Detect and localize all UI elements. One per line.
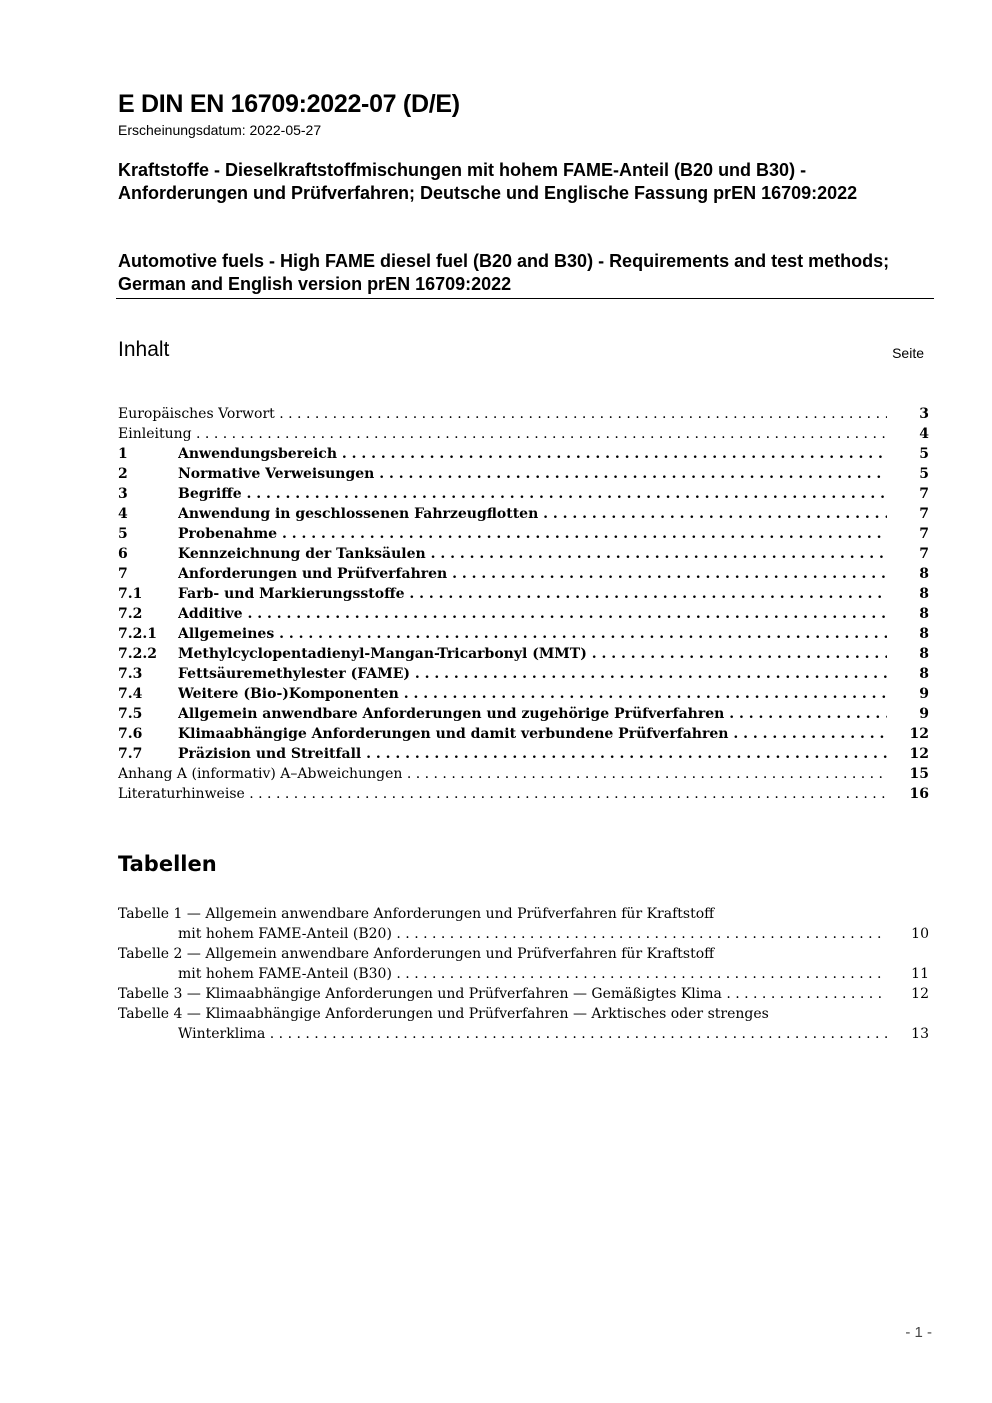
table-entry-page: 10 (911, 926, 929, 942)
table-entry[interactable] (118, 904, 929, 944)
toc-entry[interactable] (118, 784, 929, 804)
toc-entry[interactable] (118, 684, 929, 704)
table-entry-continuation (118, 1024, 929, 1044)
toc-entry[interactable] (118, 604, 929, 624)
toc-entry[interactable] (118, 744, 929, 764)
toc-entry[interactable] (118, 664, 929, 684)
toc-entry-number: 2 (118, 466, 128, 482)
toc-entry-page: 7 (919, 546, 929, 562)
toc-entry-title: Einleitung . . . (118, 424, 887, 444)
toc-entry-page: 7 (919, 486, 929, 502)
table-entry-title: Tabelle 2 — Allgemein anwendbare Anforderungen und Prüfverfahren für Kraftstoff (118, 946, 715, 962)
toc-entry-title: Probenahme . . . (178, 524, 887, 544)
toc-entry-page: 8 (919, 566, 929, 582)
document-id: E DIN EN 16709:2022-07 (D/E) (118, 90, 460, 118)
table-entry-continuation (118, 964, 929, 984)
toc-entry-title: Farb- und Markierungsstoffe . . . (178, 584, 887, 604)
toc-entry[interactable] (118, 624, 929, 644)
toc-entry-page: 7 (919, 506, 929, 522)
toc-entry-page: 12 (909, 746, 929, 762)
title-divider (116, 298, 934, 299)
toc-entry-page: 7 (919, 526, 929, 542)
toc-entry-title: Europäisches Vorwort . . . (118, 404, 887, 424)
toc-entry-number: 7.3 (118, 666, 143, 682)
toc-entry[interactable] (118, 444, 929, 464)
toc-entry-title: Anwendungsbereich . . . (178, 444, 887, 464)
toc-entry-number: 4 (118, 506, 128, 522)
toc-entry-title: Begriffe . . . (178, 484, 887, 504)
table-entry-title-cont: Winterklima . . . (178, 1024, 887, 1044)
toc-entry[interactable] (118, 544, 929, 564)
toc-entry-title: Klimaabhängige Anforderungen und damit verbundene Prüfverfahren . . . (178, 724, 887, 744)
toc-entry-page: 12 (909, 726, 929, 742)
toc-entry-number: 7.1 (118, 586, 143, 602)
toc-entry-page: 8 (919, 666, 929, 682)
toc-entry-number: 7.4 (118, 686, 143, 702)
toc-entry-number: 7.5 (118, 706, 143, 722)
tables-heading: Tabellen (118, 852, 217, 876)
toc-entry-page: 8 (919, 606, 929, 622)
table-entry-title: Tabelle 4 — Klimaabhängige Anforderungen und Prüfverfahren — Arktisches oder strenges (118, 1006, 769, 1022)
toc-entry[interactable] (118, 464, 929, 484)
toc-entry-page: 15 (909, 766, 929, 782)
toc-entry[interactable] (118, 424, 929, 444)
toc-entry-page: 16 (909, 786, 929, 802)
toc-entry-number: 7 (118, 566, 128, 582)
title-english: Automotive fuels - High FAME diesel fuel (B20 and B30) - Requirements and test methods; German and English version prEN 16709:2022 (118, 251, 890, 294)
toc-entry-page: 8 (919, 586, 929, 602)
toc-entry[interactable] (118, 644, 929, 664)
toc-entry[interactable] (118, 404, 929, 424)
toc-entry-title: Literaturhinweise . . . (118, 784, 887, 804)
table-entry-page: 11 (911, 966, 929, 982)
toc-entry-number: 7.7 (118, 746, 143, 762)
toc-entry-page: 9 (919, 706, 929, 722)
toc-entry-number: 7.2 (118, 606, 143, 622)
table-entry-page: 13 (911, 1026, 929, 1042)
table-entry[interactable] (118, 984, 929, 1004)
page-number: - 1 - (905, 1324, 932, 1341)
toc-entry[interactable] (118, 764, 929, 784)
toc-entry-number: 5 (118, 526, 128, 542)
toc-entry-title: Präzision und Streitfall . . . (178, 744, 887, 764)
publication-date: Erscheinungsdatum: 2022-05-27 (118, 122, 322, 138)
table-entry-title: Tabelle 3 — Klimaabhängige Anforderungen und Prüfverfahren — Gemäßigtes Klima . . . (118, 984, 887, 1004)
table-entry[interactable] (118, 1004, 929, 1044)
table-entry-title-cont: mit hohem FAME-Anteil (B20) . . . (178, 924, 887, 944)
toc-entry-title: Anwendung in geschlossenen Fahrzeugflotten . . . (178, 504, 887, 524)
toc-entry-page: 5 (919, 466, 929, 482)
toc-entry[interactable] (118, 584, 929, 604)
list-of-tables (118, 904, 929, 1044)
toc-entry-number: 3 (118, 486, 128, 502)
toc-entry-title: Kennzeichnung der Tanksäulen . . . (178, 544, 887, 564)
toc-entry-page: 9 (919, 686, 929, 702)
toc-entry-title: Allgemeines . . . (178, 624, 887, 644)
toc-entry-title: Anhang A (informativ) A–Abweichungen . . . (118, 764, 887, 784)
toc-entry[interactable] (118, 504, 929, 524)
toc-entry[interactable] (118, 484, 929, 504)
toc-entry-number: 6 (118, 546, 128, 562)
page-column-label: Seite (892, 345, 924, 361)
table-entry-title: Tabelle 1 — Allgemein anwendbare Anforderungen und Prüfverfahren für Kraftstoff (118, 906, 715, 922)
toc-heading: Inhalt (118, 338, 170, 361)
table-entry-continuation (118, 924, 929, 944)
toc-entry-page: 4 (919, 426, 929, 442)
toc-entry-title: Normative Verweisungen . . . (178, 464, 887, 484)
toc-entry-number: 1 (118, 446, 128, 462)
toc-entry-page: 5 (919, 446, 929, 462)
toc-entry[interactable] (118, 524, 929, 544)
table-entry[interactable] (118, 944, 929, 984)
toc-entry-title: Allgemein anwendbare Anforderungen und zugehörige Prüfverfahren . . . (178, 704, 887, 724)
toc-entry-title: Fettsäuremethylester (FAME) . . . (178, 664, 887, 684)
toc-entry-title: Anforderungen und Prüfverfahren . . . (178, 564, 887, 584)
toc-entry-page: 8 (919, 626, 929, 642)
toc-entry[interactable] (118, 704, 929, 724)
toc-entry-title: Methylcyclopentadienyl-Mangan-Tricarbonyl (MMT) . . . (178, 644, 887, 664)
toc-entry-number: 7.6 (118, 726, 143, 742)
toc-entry-page: 3 (919, 406, 929, 422)
toc-entry-number: 7.2.1 (118, 626, 157, 642)
toc-entry-title: Weitere (Bio-)Komponenten . . . (178, 684, 887, 704)
toc-entry-title: Additive . . . (178, 604, 887, 624)
toc-entry[interactable] (118, 564, 929, 584)
title-german: Kraftstoffe - Dieselkraftstoffmischungen mit hohem FAME-Anteil (B20 und B30) - Anforderungen und Prüfverfahren; Deutsche und Englische Fassung prEN 16709:2022 (118, 160, 858, 203)
table-entry-page: 12 (911, 986, 929, 1002)
table-entry-title-cont: mit hohem FAME-Anteil (B30) . . . (178, 964, 887, 984)
toc-entry-number: 7.2.2 (118, 646, 157, 662)
toc-entry-page: 8 (919, 646, 929, 662)
toc-entry[interactable] (118, 724, 929, 744)
table-of-contents (118, 404, 929, 804)
